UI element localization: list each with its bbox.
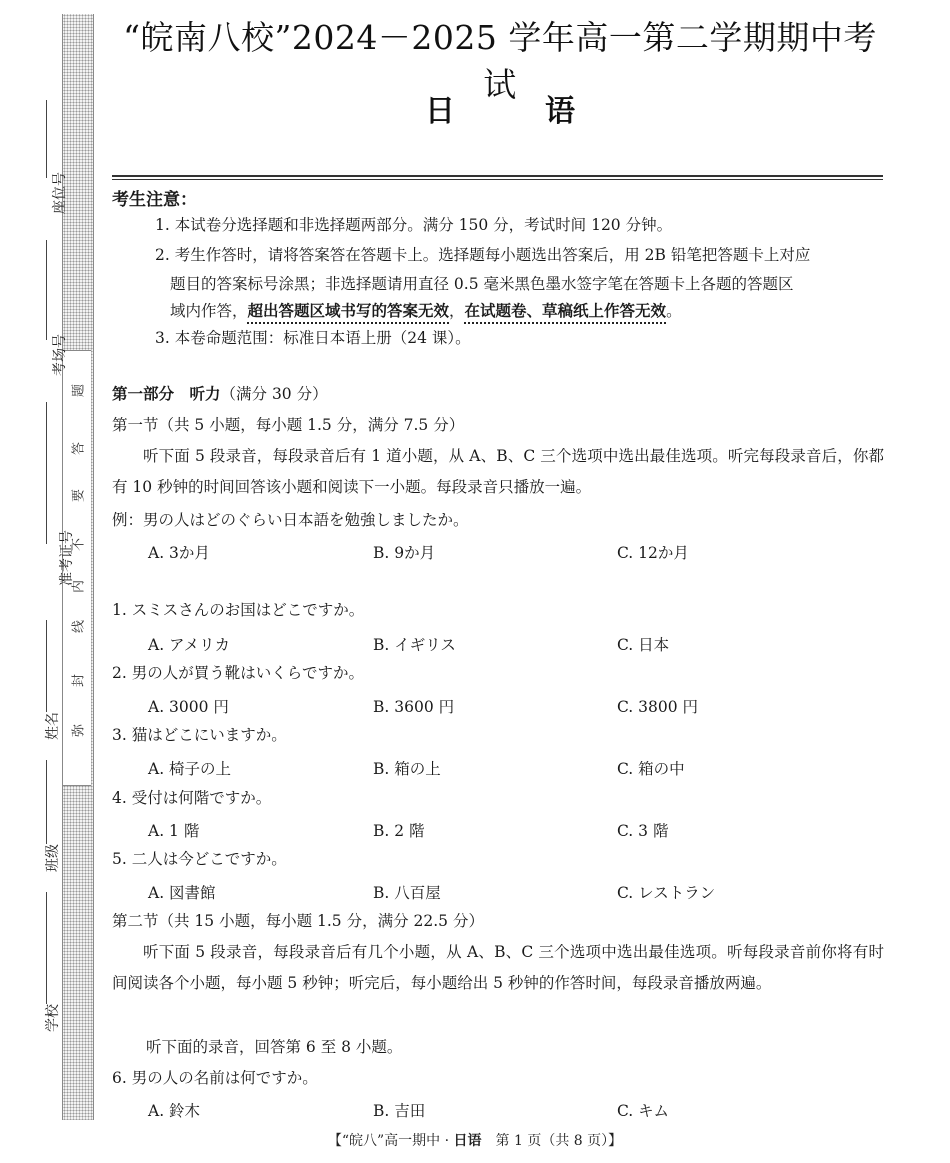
q2-option-a: A. 3000 円 [148, 698, 229, 716]
admission-number-label: 准考证号 [59, 530, 75, 586]
question-1: 1. スミスさんのお国はどこですか。 [112, 601, 365, 619]
q3-option-b: B. 箱の上 [373, 760, 441, 778]
q5-option-a: A. 図書館 [148, 884, 216, 902]
field-line [46, 402, 47, 544]
example-question: 例：男の人はどのぐらい日本語を勉強しましたか。 [112, 511, 469, 529]
seal-char: 线 [71, 620, 87, 634]
subject-char: 日 [425, 94, 455, 129]
q2-option-c: C. 3800 円 [617, 698, 699, 716]
subject-char: 语 [545, 94, 575, 129]
section2-heading: 第二节（共 15 小题，每小题 1.5 分，满分 22.5 分） [112, 912, 484, 930]
q6-option-b: B. 吉田 [373, 1102, 426, 1120]
example-option-c: C. 12か月 [617, 544, 689, 562]
field-line [46, 100, 47, 178]
q6-option-c: C. キム [617, 1102, 670, 1120]
field-line [46, 620, 47, 712]
question-6: 6. 男の人の名前は何ですか。 [112, 1069, 318, 1087]
seal-char: 弥 [71, 724, 87, 738]
q1-option-c: C. 日本 [617, 636, 670, 654]
example-option-a: A. 3か月 [148, 544, 210, 562]
notice-item-1: 1. 本试卷分选择题和非选择题两部分。满分 150 分，考试时间 120 分钟。 [155, 216, 673, 234]
footer-subject: 日语 [453, 1133, 482, 1149]
q4-option-c: C. 3 階 [617, 822, 669, 840]
emphasis-text: 超出答题区域书写的答案无效 [247, 302, 450, 320]
q2-option-b: B. 3600 円 [373, 698, 455, 716]
part1-heading: 第一部分 听力（满分 30 分） [112, 385, 328, 403]
example-option-b: B. 9か月 [373, 544, 436, 562]
exam-room-label: 考场号 [52, 334, 68, 376]
q5-option-b: B. 八百屋 [373, 884, 441, 902]
seal-char: 封 [71, 674, 87, 688]
seat-number-label: 座位号 [52, 172, 68, 214]
question-3: 3. 猫はどこにいますか。 [112, 726, 287, 744]
question-4: 4. 受付は何階ですか。 [112, 789, 272, 807]
seal-char: 答 [71, 442, 87, 456]
name-label: 姓名 [45, 712, 61, 740]
notice-heading: 考生注意： [112, 190, 197, 210]
emphasis-text: 在试题卷、草稿纸上作答无效 [464, 302, 667, 320]
question-5: 5. 二人は今どこですか。 [112, 850, 287, 868]
page-footer: 【“皖八”高一期中 · 日语 第 1 页（共 8 页）】 [327, 1133, 623, 1149]
seal-char: 内 [71, 580, 87, 594]
subject-title [425, 86, 575, 130]
notice-item-2-line-1: 2. 考生作答时，请将答案答在答题卡上。选择题每小题选出答案后，用 2B 铅笔把答题卡上对应 [155, 246, 811, 264]
section2-sub-instruction: 听下面的录音，回答第 6 至 8 小题。 [146, 1038, 403, 1056]
seal-char: 题 [71, 384, 87, 398]
notice-item-2-line-2: 题目的答案标号涂黑；非选择题请用直径 0.5 毫米黑色墨水签字笔在答题卡上各题的答题区 [170, 275, 794, 293]
q1-option-a: A. アメリカ [148, 636, 230, 654]
section2-instructions: 听下面 5 段录音，每段录音后有几个小题，从 A、B、C 三个选项中选出最佳选项。听每段录音前你将有时间阅读各个小题，每小题 5 秒钟；听完后，每小题给出 5 秒钟的作答时间，每段录音播放两遍。 [112, 943, 884, 992]
q5-option-c: C. レストラン [617, 884, 716, 902]
field-line [46, 240, 47, 340]
seal-char: 不 [71, 538, 87, 552]
section1-instructions: 听下面 5 段录音，每段录音后有 1 道小题，从 A、B、C 三个选项中选出最佳选项。听完每段录音后，你都有 10 秒钟的时间回答该小题和阅读下一小题。每段录音只播放一遍。 [112, 447, 884, 496]
q4-option-b: B. 2 階 [373, 822, 425, 840]
school-label: 学校 [45, 1004, 61, 1032]
q4-option-a: A. 1 階 [148, 822, 200, 840]
q6-option-a: A. 鈴木 [148, 1102, 201, 1120]
exam-title: “皖南八校”2024－2025 学年高一第二学期期中考试 [123, 18, 877, 104]
header-rule [112, 179, 883, 180]
field-line [46, 892, 47, 1004]
q3-option-c: C. 箱の中 [617, 760, 685, 778]
q1-option-b: B. イギリス [373, 636, 456, 654]
section1-heading: 第一节（共 5 小题，每小题 1.5 分，满分 7.5 分） [112, 416, 465, 434]
question-2: 2. 男の人が買う靴はいくらですか。 [112, 664, 365, 682]
seal-char: 要 [71, 489, 87, 503]
q3-option-a: A. 椅子の上 [148, 760, 232, 778]
header-rule [112, 175, 883, 177]
field-line [46, 760, 47, 844]
notice-item-2-line-3: 域内作答，超出答题区域书写的答案无效，在试题卷、草稿纸上作答无效。 [170, 302, 682, 320]
class-label: 班级 [45, 844, 61, 872]
notice-item-3: 3. 本卷命题范围：标准日本语上册（24 课）。 [155, 329, 471, 347]
